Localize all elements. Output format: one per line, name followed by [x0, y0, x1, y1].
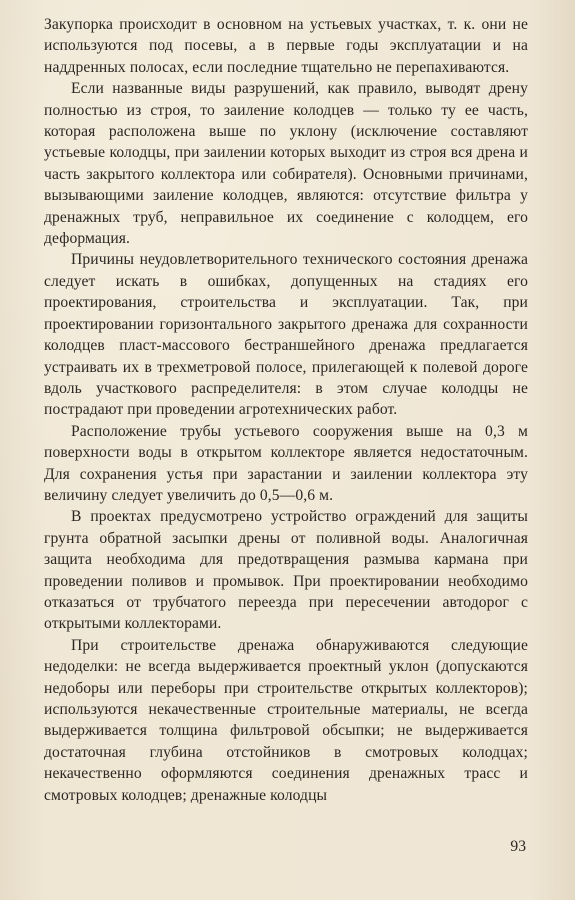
paragraph-3: Причины неудовлетворительного технического состояния дренажа следует искать в ошибках, допущенных на стадиях его проектирования, строительства и эксплуатации. Так, при проектировании горизонтального закрытого дренажа для сохранности колодцев пласт-массового бестраншейного дренажа предлагается устраивать их в трехметровой полосе, прилегающей к полевой дороге вдоль участкового распределителя: в этом случае колодцы не пострадают при проведении агротехнических работ.	[44, 251, 528, 419]
paragraph-1: Закупорка происходит в основном на устьевых участках, т. к. они не используются под посевы, а в первые годы эксплуатации и на наддренных полосах, если последние тщательно не перепахиваются.	[44, 16, 528, 76]
paragraph-5: В проектах предусмотрено устройство ограждений для защиты грунта обратной засыпки дрены от поливной воды. Аналогичная защита необходима для предотвращения размыва кармана при проведении поливов и промывок. При проектировании необходимо отказаться от трубчатого переезда при пересечении автодорог с открытыми коллекторами.	[44, 508, 528, 633]
page-number: 93	[510, 838, 526, 855]
paragraph-6: При строительстве дренажа обнаруживаются следующие недоделки: не всегда выдерживается проектный уклон (допускаются недоборы или переборы при строительстве открытых коллекторов); используются некачественные строительные материалы, не всегда выдерживается толщина фильтровой обсыпки; не выдерживается достаточная глубина отстойников в смотровых колодцах; некачественно оформляются соединения дренажных трасс и смотровых колодцев; дренажные колодцы	[44, 636, 528, 804]
body-text	[44, 14, 528, 806]
paragraph-4: Расположение трубы устьевого сооружения выше на 0,3 м поверхности воды в открытом коллекторе является недостаточным. Для сохранения устья при зарастании и заилении коллектора эту величину следует увеличить до 0,5—0,6 м.	[44, 422, 528, 504]
paragraph-2: Если названные виды разрушений, как правило, выводят дрену полностью из строя, то заиление колодцев — только ту ее часть, которая расположена выше по уклону (исключение составляют устьевые колодцы, при заилении которых выходит из строя вся дрена и часть закрытого коллектора или собирателя). Основными причинами, вызывающими заиление колодцев, являются: отсутствие фильтра у дренажных труб, неправильное их соединение с колодцем, его деформация.	[44, 80, 528, 248]
